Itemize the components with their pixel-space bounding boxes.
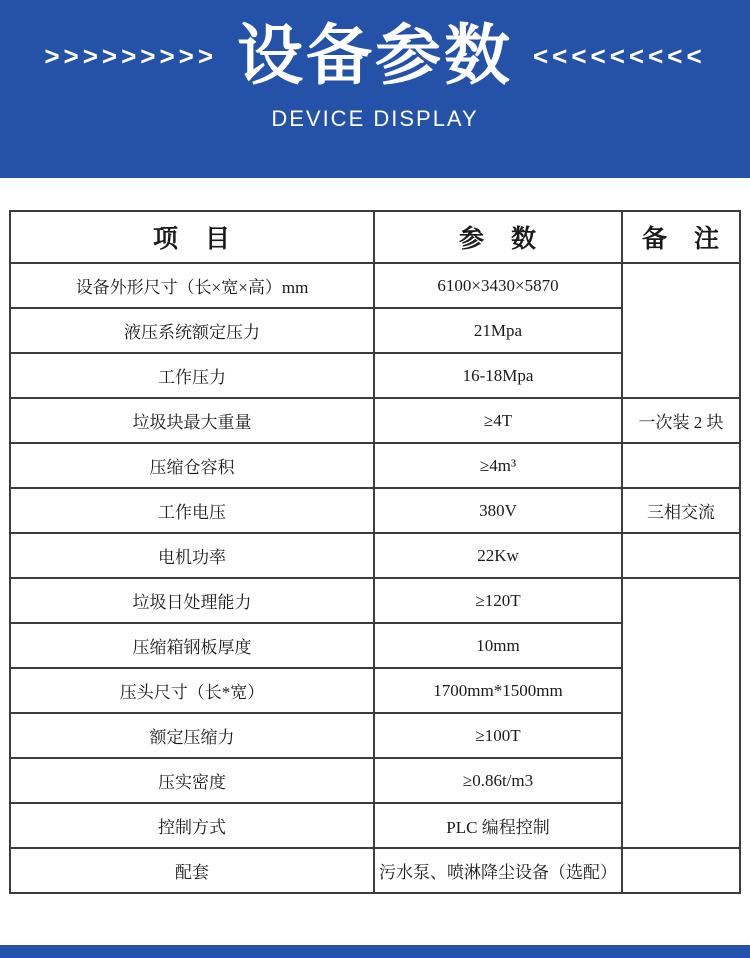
table-row: [10, 443, 740, 488]
remark-cell: [622, 533, 740, 578]
value-cell: ≥4T: [374, 398, 622, 443]
footer-bar: [0, 945, 750, 958]
value-cell: 16-18Mpa: [374, 353, 622, 398]
remark-cell: [622, 263, 740, 398]
remark-cell: 一次装 2 块: [622, 398, 740, 443]
value-cell: 22Kw: [374, 533, 622, 578]
item-cell: 设备外形尺寸（长×宽×高）mm: [10, 263, 374, 308]
table-row: [10, 398, 740, 443]
item-cell: 控制方式: [10, 803, 374, 848]
item-cell: 额定压缩力: [10, 713, 374, 758]
remark-cell: [622, 443, 740, 488]
right-chevrons-decoration: <<<<<<<<<: [533, 41, 706, 71]
value-cell: 380V: [374, 488, 622, 533]
item-cell: 液压系统额定压力: [10, 308, 374, 353]
page-title: 设备参数: [237, 18, 513, 92]
item-cell: 配套: [10, 848, 374, 893]
table-row: [10, 263, 740, 308]
value-cell: PLC 编程控制: [374, 803, 622, 848]
item-cell: 压实密度: [10, 758, 374, 803]
device-parameters-table: [9, 210, 741, 894]
table-section: [0, 178, 750, 894]
item-cell: 压缩仓容积: [10, 443, 374, 488]
value-cell: 21Mpa: [374, 308, 622, 353]
item-cell: 压头尺寸（长*宽）: [10, 668, 374, 713]
title-row: [44, 18, 706, 92]
value-cell: ≥4m³: [374, 443, 622, 488]
item-cell: 工作电压: [10, 488, 374, 533]
value-cell: 污水泵、喷淋降尘设备（选配）: [374, 848, 622, 893]
table-row: [10, 848, 740, 893]
value-cell: ≥100T: [374, 713, 622, 758]
table-head: [10, 211, 740, 263]
table-body: [10, 263, 740, 893]
remark-cell: [622, 848, 740, 893]
value-cell: ≥0.86t/m3: [374, 758, 622, 803]
item-cell: 垃圾块最大重量: [10, 398, 374, 443]
table-header-row: [10, 211, 740, 263]
left-chevrons-decoration: >>>>>>>>>: [44, 41, 217, 71]
table-row: [10, 488, 740, 533]
item-cell: 垃圾日处理能力: [10, 578, 374, 623]
column-header-parameter: 参 数: [374, 211, 622, 263]
table-row: [10, 533, 740, 578]
page-subtitle: DEVICE DISPLAY: [271, 106, 479, 131]
column-header-remark: 备 注: [622, 211, 740, 263]
value-cell: 1700mm*1500mm: [374, 668, 622, 713]
remark-cell: 三相交流: [622, 488, 740, 533]
value-cell: ≥120T: [374, 578, 622, 623]
value-cell: 10mm: [374, 623, 622, 668]
value-cell: 6100×3430×5870: [374, 263, 622, 308]
column-header-item: 项 目: [10, 211, 374, 263]
item-cell: 电机功率: [10, 533, 374, 578]
item-cell: 压缩箱钢板厚度: [10, 623, 374, 668]
item-cell: 工作压力: [10, 353, 374, 398]
table-row: [10, 578, 740, 623]
remark-cell: [622, 578, 740, 848]
header-banner: [0, 0, 750, 178]
